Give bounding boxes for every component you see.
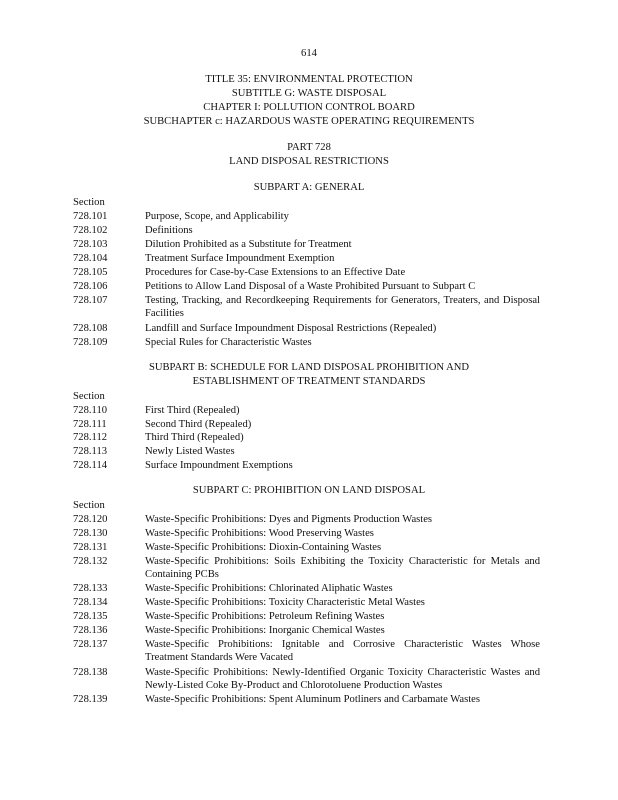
- subpart-c-heading: SUBPART C: PROHIBITION ON LAND DISPOSAL: [192, 485, 426, 496]
- section-title: Waste-Specific Prohibitions: Newly-Identified Organic Toxicity Characteristic Wastes and Newly-Listed Coke By-Product and Chlorotoluene Production Wastes: [145, 667, 540, 691]
- section-title: Landfill and Surface Impoundment Disposal Restrictions (Repealed): [145, 323, 437, 334]
- section-number: 728.138: [73, 667, 108, 678]
- section-number: 728.102: [73, 225, 108, 236]
- section-title: Waste-Specific Prohibitions: Dyes and Pigments Production Wastes: [145, 514, 433, 525]
- section-title: Treatment Surface Impoundment Exemption: [145, 253, 335, 264]
- section-title: Surface Impoundment Exemptions: [145, 460, 293, 471]
- subchapter-heading: SUBCHAPTER c: HAZARDOUS WASTE OPERATING REQUIREMENTS: [143, 116, 475, 127]
- section-number: 728.137: [73, 639, 108, 650]
- section-number: 728.108: [73, 323, 108, 334]
- chapter-heading: CHAPTER I: POLLUTION CONTROL BOARD: [203, 102, 415, 113]
- section-title: Purpose, Scope, and Applicability: [145, 211, 289, 222]
- section-title: Dilution Prohibited as a Substitute for Treatment: [145, 239, 352, 250]
- section-number: 728.106: [73, 281, 108, 292]
- section-number: 728.139: [73, 694, 108, 705]
- section-label: Section: [73, 391, 105, 402]
- section-number: 728.120: [73, 514, 108, 525]
- section-label: Section: [73, 500, 105, 511]
- section-title: Waste-Specific Prohibitions: Ignitable and Corrosive Characteristic Wastes Whose Treatment Standards Were Vacated: [145, 639, 540, 663]
- section-label: Section: [73, 197, 105, 208]
- section-title: Definitions: [145, 225, 193, 236]
- section-title: Petitions to Allow Land Disposal of a Waste Prohibited Pursuant to Subpart C: [145, 281, 476, 292]
- section-number: 728.101: [73, 211, 108, 222]
- section-number: 728.132: [73, 556, 108, 567]
- section-title: Second Third (Repealed): [145, 419, 252, 430]
- section-title: Waste-Specific Prohibitions: Wood Preserving Wastes: [145, 528, 374, 539]
- section-number: 728.112: [73, 432, 108, 443]
- section-title: Procedures for Case-by-Case Extensions to an Effective Date: [145, 267, 406, 278]
- section-number: 728.131: [73, 542, 108, 553]
- section-number: 728.105: [73, 267, 108, 278]
- section-number: 728.134: [73, 597, 108, 608]
- section-title: Waste-Specific Prohibitions: Toxicity Characteristic Metal Wastes: [145, 597, 425, 608]
- section-number: 728.110: [73, 405, 108, 416]
- section-title: Special Rules for Characteristic Wastes: [145, 337, 312, 348]
- subtitle-heading: SUBTITLE G: WASTE DISPOSAL: [231, 88, 387, 99]
- section-title: Newly Listed Wastes: [145, 446, 235, 457]
- section-number: 728.136: [73, 625, 108, 636]
- section-title: Testing, Tracking, and Recordkeeping Requirements for Generators, Treaters, and Disposal Facilities: [145, 295, 540, 319]
- section-title: Waste-Specific Prohibitions: Inorganic Chemical Wastes: [145, 625, 385, 636]
- section-number: 728.135: [73, 611, 108, 622]
- title-heading: TITLE 35: ENVIRONMENTAL PROTECTION: [205, 74, 413, 85]
- section-title: Waste-Specific Prohibitions: Petroleum Refining Wastes: [145, 611, 385, 622]
- section-title: Third Third (Repealed): [145, 432, 244, 443]
- section-number: 728.111: [73, 419, 107, 430]
- section-number: 728.104: [73, 253, 108, 264]
- section-title: Waste-Specific Prohibitions: Dioxin-Containing Wastes: [145, 542, 382, 553]
- part-name: LAND DISPOSAL RESTRICTIONS: [229, 156, 389, 167]
- section-title: First Third (Repealed): [145, 405, 240, 416]
- section-number: 728.133: [73, 583, 108, 594]
- section-number: 728.109: [73, 337, 108, 348]
- subpart-b-heading: SUBPART B: SCHEDULE FOR LAND DISPOSAL PROHIBITION AND: [148, 362, 470, 373]
- subpart-a-heading: SUBPART A: GENERAL: [253, 182, 365, 193]
- subpart-b-heading-continued: ESTABLISHMENT OF TREATMENT STANDARDS: [192, 376, 426, 387]
- section-number: 728.103: [73, 239, 108, 250]
- section-title: Waste-Specific Prohibitions: Spent Aluminum Potliners and Carbamate Wastes: [145, 694, 480, 705]
- section-number: 728.113: [73, 446, 108, 457]
- section-title: Waste-Specific Prohibitions: Soils Exhibiting the Toxicity Characteristic for Metals and Containing PCBs: [145, 556, 540, 580]
- part-number: PART 728: [287, 142, 331, 153]
- section-number: 728.107: [73, 295, 108, 306]
- section-number: 728.114: [73, 460, 108, 471]
- section-number: 728.130: [73, 528, 108, 539]
- section-title: Waste-Specific Prohibitions: Chlorinated Aliphatic Wastes: [145, 583, 393, 594]
- page-number: 614: [301, 48, 317, 59]
